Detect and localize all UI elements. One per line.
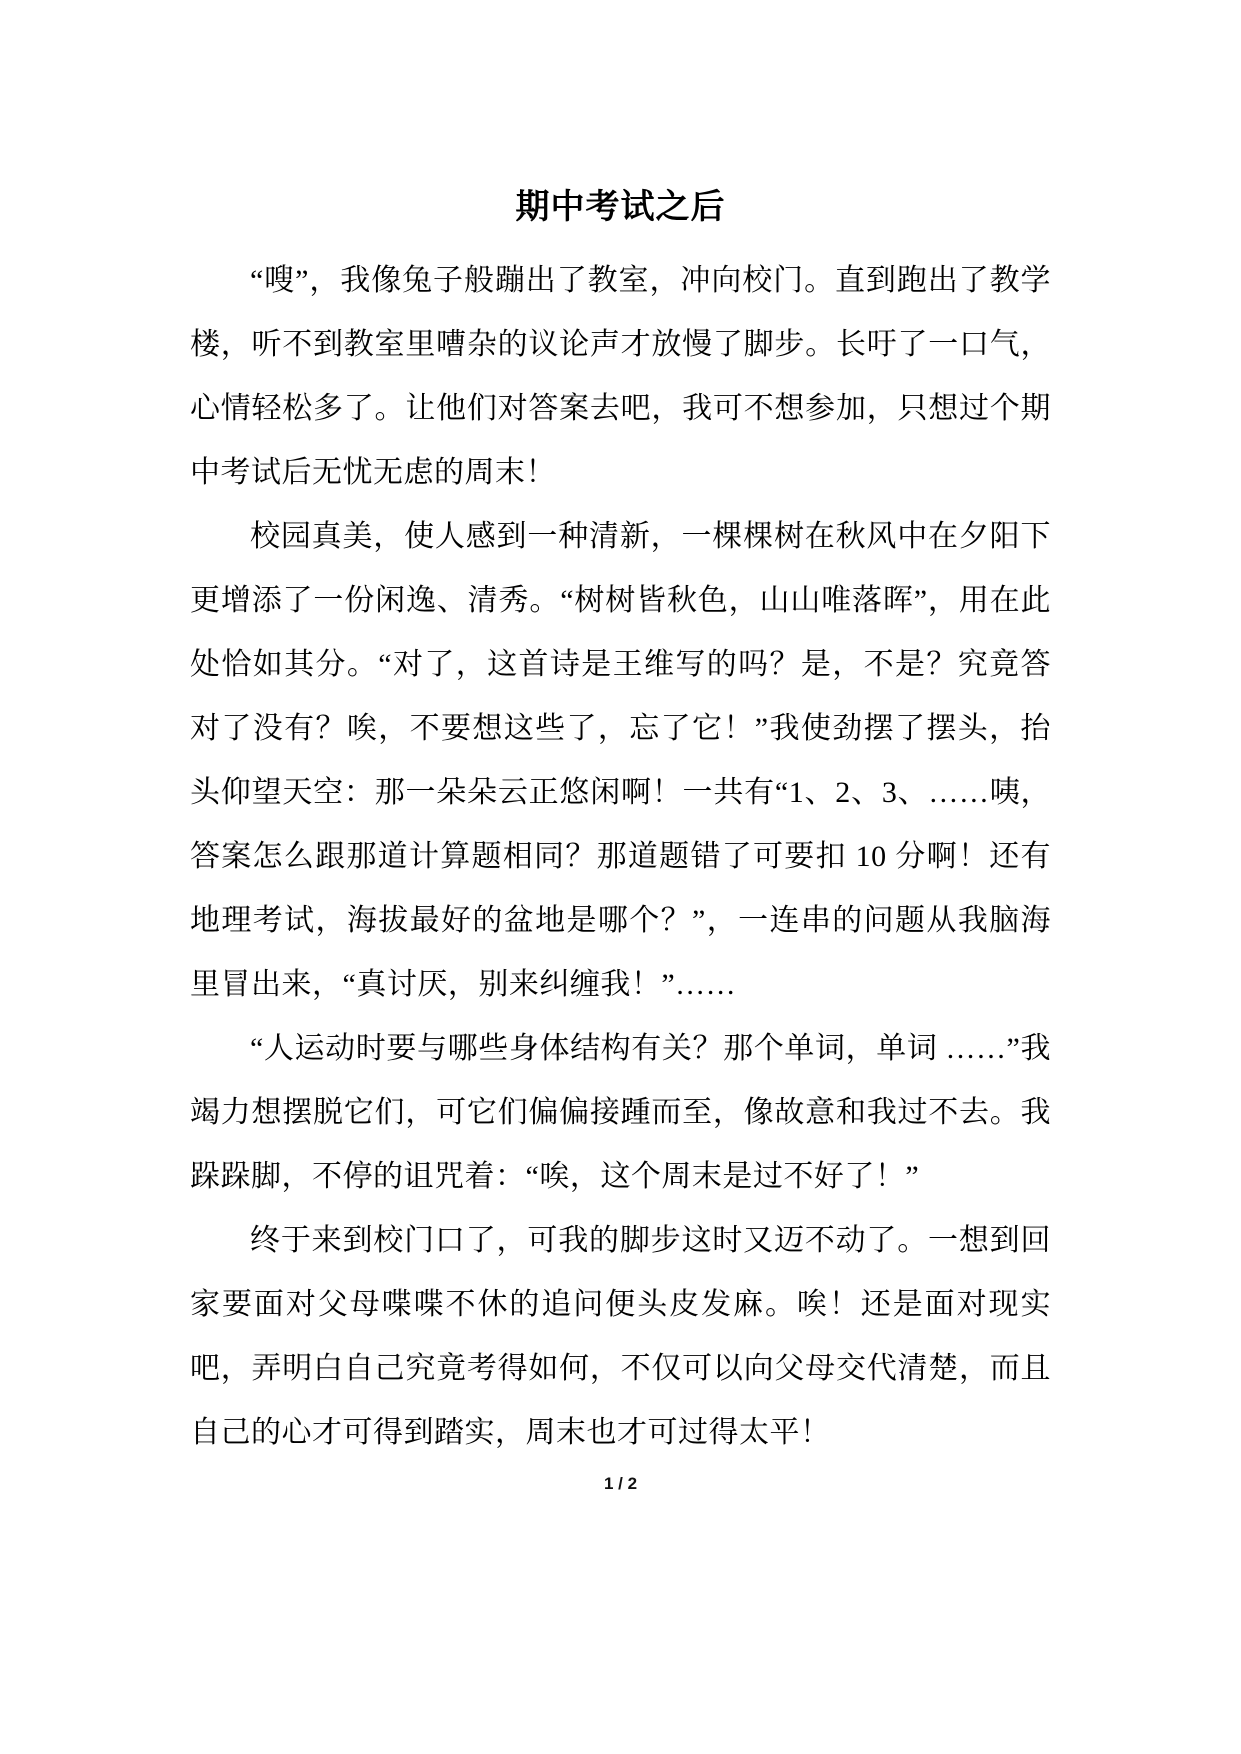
essay-body bbox=[190, 249, 1051, 1465]
page-title: 期中考试之后 bbox=[515, 188, 726, 226]
page-number: 1 / 2 bbox=[603, 1474, 638, 1493]
essay-paragraph-3: “人运动时要与哪些身体结构有关？那个单词，单词 ……”我竭力想摆脱它们，可它们偏偏接踵而至，像故意和我过不去。我跺跺脚，不停的诅咒着：“唉，这个周末是过不好了！” bbox=[190, 1032, 1051, 1193]
essay-paragraph-1: “嗖”，我像兔子般蹦出了教室，冲向校门。直到跑出了教学楼，听不到教室里嘈杂的议论声才放慢了脚步。长吁了一口气，心情轻松多了。让他们对答案去吧，我可不想参加，只想过个期中考试后无忧无虑的周末！ bbox=[190, 264, 1051, 489]
essay-paragraph-4: 终于来到校门口了，可我的脚步这时又迈不动了。一想到回家要面对父母喋喋不休的追问便头皮发麻。唉！还是面对现实吧，弄明白自己究竟考得如何，不仅可以向父母交代清楚，而且自己的心才可得到踏实，周末也才可过得太平！ bbox=[190, 1224, 1051, 1449]
essay-paragraph-2: 校园真美，使人感到一种清新，一棵棵树在秋风中在夕阳下更增添了一份闲逸、清秀。“树树皆秋色，山山唯落晖”，用在此处恰如其分。“对了，这首诗是王维写的吗？是，不是？究竟答对了没有？唉，不要想这些了，忘了它！”我使劲摆了摆头，抬头仰望天空：那一朵朵云正悠闲啊！一共有“1、2、3、……咦，答案怎么跟那道计算题相同？那道题错了可要扣 10 分啊！还有地理考试，海拔最好的盆地是哪个？”，一连串的问题从我脑海里冒出来，“真讨厌，别来纠缠我！”…… bbox=[190, 520, 1051, 1001]
